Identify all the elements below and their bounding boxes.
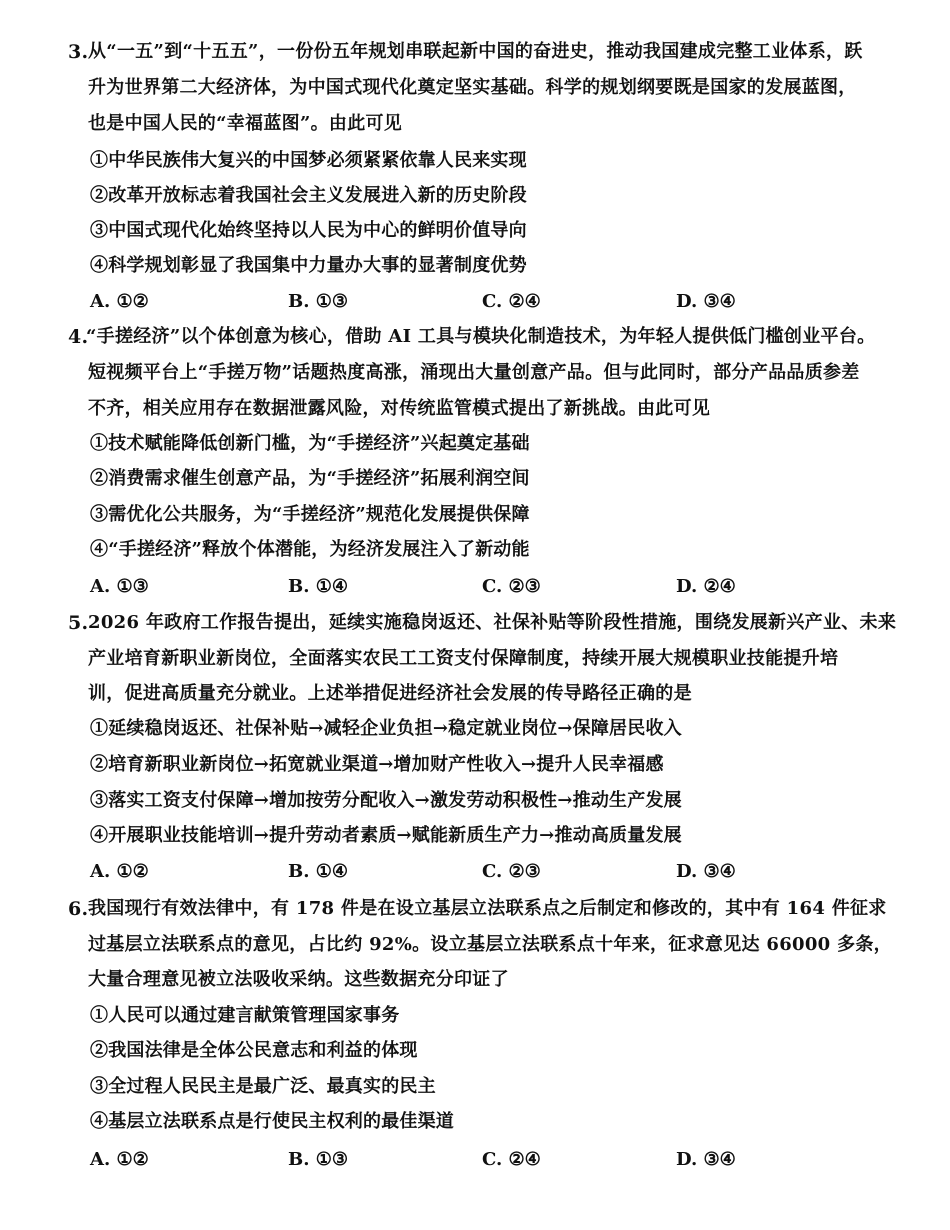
question-stem-line: 从“一五”到“十五五”，一份份五年规划串联起新中国的奋进史，推动我国建成完整工业体系，跃 <box>88 41 863 62</box>
question-stem-line: 我国现行有效法律中，有 178 件是在设立基层立法联系点之后制定和修改的，其中有 164 件征求 <box>88 898 887 919</box>
statement-option: ④科学规划彰显了我国集中力量办大事的显著制度优势 <box>90 255 527 276</box>
statement-option: ④基层立法联系点是行使民主权利的最佳渠道 <box>90 1111 454 1132</box>
statement-option: ③需优化公共服务，为“手搓经济”规范化发展提供保障 <box>90 504 530 525</box>
question-stem-line: 也是中国人民的“幸福蓝图”。由此可见 <box>88 113 403 134</box>
statement-option: ①延续稳岗返还、社保补贴→减轻企业负担→稳定就业岗位→保障居民收入 <box>90 718 682 739</box>
answer-choice-d: D. ③④ <box>676 1149 736 1170</box>
question-number: 6. <box>68 898 89 920</box>
statement-option: ②消费需求催生创意产品，为“手搓经济”拓展利润空间 <box>90 468 530 489</box>
answer-choice-c: C. ②③ <box>482 576 541 597</box>
question-stem-line: “手搓经济”以个体创意为核心，借助 AI 工具与模块化制造技术，为年轻人提供低门槛创业平台。 <box>86 326 876 347</box>
question-number: 5. <box>68 612 89 634</box>
question-stem-line: 大量合理意见被立法吸收采纳。这些数据充分印证了 <box>88 969 509 990</box>
question-stem-line: 过基层立法联系点的意见，占比约 92%。设立基层立法联系点十年来，征求意见达 66000 多条， <box>88 934 892 955</box>
question-number: 3. <box>68 41 89 63</box>
question-stem-line: 产业培育新职业新岗位，全面落实农民工工资支付保障制度，持续开展大规模职业技能提升培 <box>88 648 839 669</box>
answer-choice-d: D. ②④ <box>676 576 736 597</box>
answer-choice-b: B. ①④ <box>288 861 349 882</box>
statement-option: ③落实工资支付保障→增加按劳分配收入→激发劳动积极性→推动生产发展 <box>90 790 682 811</box>
question-stem-line: 2026 年政府工作报告提出，延续实施稳岗返还、社保补贴等阶段性措施，围绕发展新兴产业、未来 <box>88 612 897 633</box>
answer-choice-a: A. ①③ <box>90 576 149 597</box>
statement-option: ②我国法律是全体公民意志和利益的体现 <box>90 1040 418 1061</box>
answer-choice-d: D. ③④ <box>676 861 736 882</box>
question-stem-line: 短视频平台上“手搓万物”话题热度高涨，涌现出大量创意产品。但与此同时，部分产品品质参差 <box>88 362 860 383</box>
statement-option: ④开展职业技能培训→提升劳动者素质→赋能新质生产力→推动高质量发展 <box>90 825 682 846</box>
statement-option: ③全过程人民民主是最广泛、最真实的民主 <box>90 1076 436 1097</box>
answer-choice-a: A. ①② <box>90 1149 149 1170</box>
answer-choice-d: D. ③④ <box>676 291 736 312</box>
question-number: 4. <box>68 326 89 348</box>
statement-option: ③中国式现代化始终坚持以人民为中心的鲜明价值导向 <box>90 220 527 241</box>
question-stem-line: 升为世界第二大经济体，为中国式现代化奠定坚实基础。科学的规划纲要既是国家的发展蓝图， <box>88 77 857 98</box>
answer-choice-b: B. ①④ <box>288 576 349 597</box>
statement-option: ②改革开放标志着我国社会主义发展进入新的历史阶段 <box>90 185 527 206</box>
answer-choice-a: A. ①② <box>90 861 149 882</box>
answer-choice-c: C. ②④ <box>482 291 541 312</box>
question-stem-line: 不齐，相关应用存在数据泄露风险，对传统监管模式提出了新挑战。由此可见 <box>88 398 711 419</box>
statement-option: ①中华民族伟大复兴的中国梦必须紧紧依靠人民来实现 <box>90 150 527 171</box>
statement-option: ①技术赋能降低创新门槛，为“手搓经济”兴起奠定基础 <box>90 433 530 454</box>
statement-option: ④“手搓经济”释放个体潜能，为经济发展注入了新动能 <box>90 539 530 560</box>
answer-choice-b: B. ①③ <box>288 1149 349 1170</box>
answer-choice-a: A. ①② <box>90 291 149 312</box>
answer-choice-b: B. ①③ <box>288 291 349 312</box>
statement-option: ①人民可以通过建言献策管理国家事务 <box>90 1005 400 1026</box>
question-stem-line: 训，促进高质量充分就业。上述举措促进经济社会发展的传导路径正确的是 <box>88 683 692 704</box>
answer-choice-c: C. ②④ <box>482 1149 541 1170</box>
answer-choice-c: C. ②③ <box>482 861 541 882</box>
statement-option: ②培育新职业新岗位→拓宽就业渠道→增加财产性收入→提升人民幸福感 <box>90 754 664 775</box>
